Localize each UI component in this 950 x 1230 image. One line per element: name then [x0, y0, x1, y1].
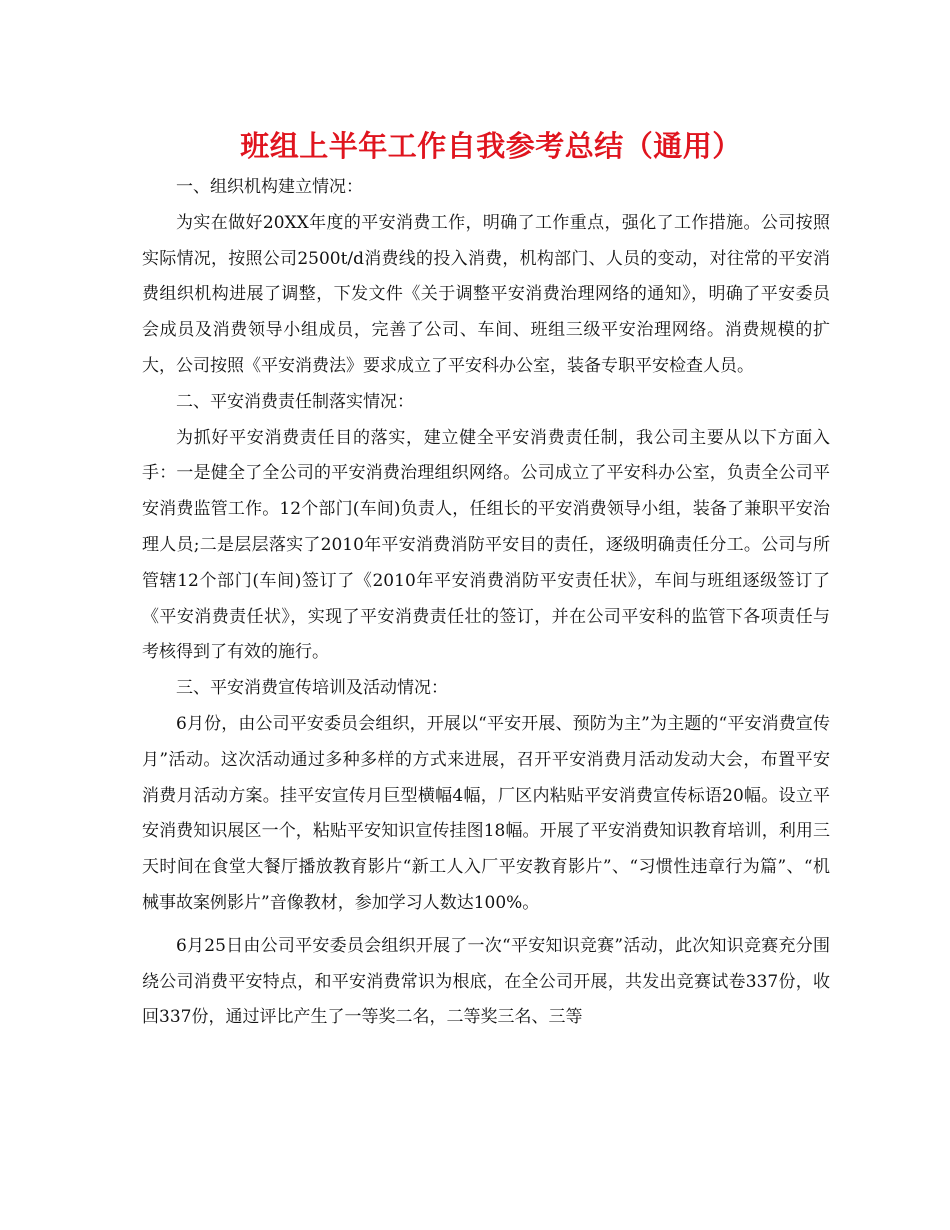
section-heading-responsibility: 二、平安消费责任制落实情况：: [176, 391, 414, 412]
paragraph-knowledge-contest: 6月25日由公司平安委员会组织开展了一次“平安知识竞赛”活动，此次知识竞赛充分围绕公司消费平安特点，和平安消费常识为根底，在全公司开展，共发出竞赛试卷337份，收回337份，通过评比产生了一等奖二名，二等奖三名、三等: [142, 935, 830, 1028]
paragraph-responsibility: 为抓好平安消费责任目的落实，建立健全平安消费责任制，我公司主要从以下方面入手：一是健全了全公司的平安消费治理组织网络。公司成立了平安科办公室，负责全公司平安消费监管工作。12个部门(车间)负责人，任组长的平安消费领导小组，装备了兼职平安治理人员;二是层层落实了2010年平安消费消防平安目的责任，逐级明确责任分工。公司与所管辖12个部门(车间)签订了《2010年平安消费消防平安责任状》，车间与班组逐级签订了《平安消费责任状》，实现了平安消费责任壮的签订，并在公司平安科的监管下各项责任与考核得到了有效的施行。: [142, 427, 830, 663]
section-heading-training: 三、平安消费宣传培训及活动情况：: [176, 678, 448, 699]
paragraph-safety-month: 6月份，由公司平安委员会组织，开展以“平安开展、预防为主”为主题的“平安消费宣传月”活动。这次活动通过多种多样的方式来进展，召开平安消费月活动发动大会，布置平安消费月活动方案。挂平安宣传月巨型横幅4幅，厂区内粘贴平安消费宣传标语20幅。设立平安消费知识展区一个，粘贴平安知识宣传挂图18幅。开展了平安消费知识教育培训，利用三天时间在食堂大餐厅播放教育影片“新工人入厂平安教育影片”、“习惯性违章行为篇”、“机械事故案例影片”音像教材，参加学习人数达100%。: [142, 713, 830, 913]
document-title: 班组上半年工作自我参考总结（通用）: [240, 129, 742, 163]
paragraph-organization: 为实在做好20XX年度的平安消费工作，明确了工作重点，强化了工作措施。公司按照实际情况，按照公司2500t/d消费线的投入消费，机构部门、人员的变动，对往常的平安消费组织机构进展了调整，下发文件《关于调整平安消费治理网络的通知》，明确了平安委员会成员及消费领导小组成员，完善了公司、车间、班组三级平安治理网络。消费规模的扩大，公司按照《平安消费法》要求成立了平安科办公室，装备专职平安检查人员。: [142, 212, 830, 376]
section-heading-organization: 一、组织机构建立情况：: [176, 177, 363, 197]
